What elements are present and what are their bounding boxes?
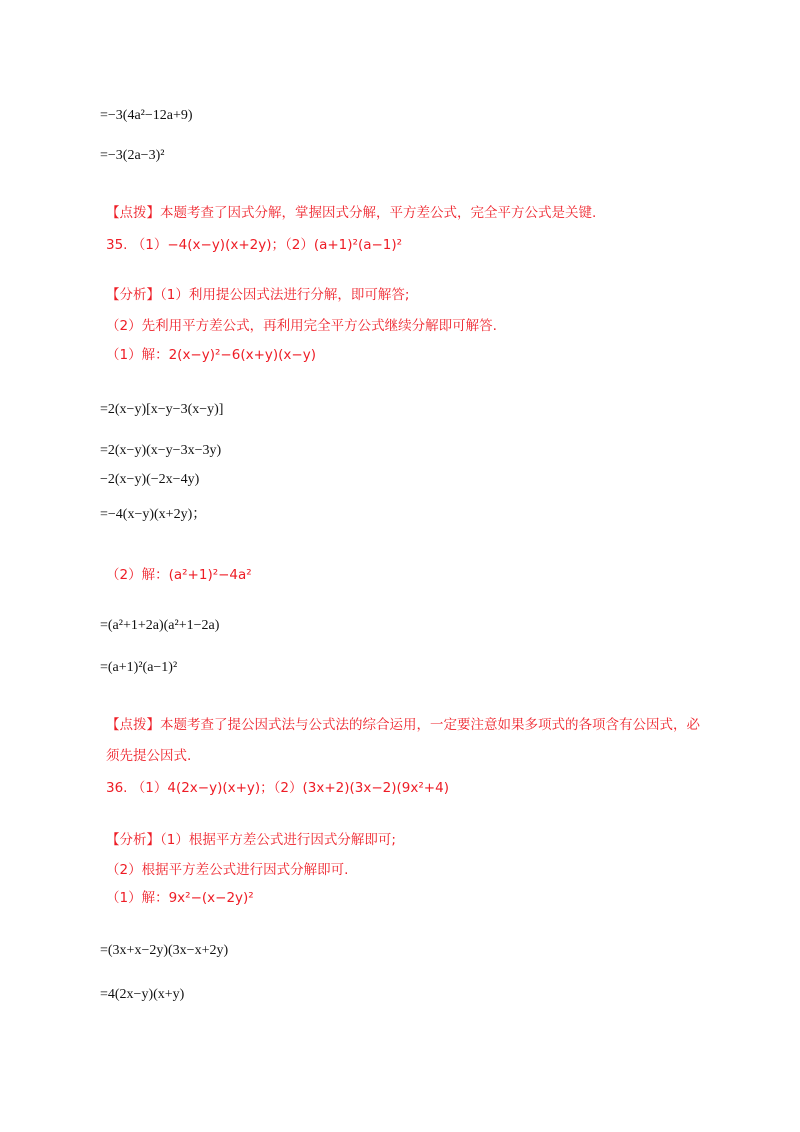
hint-line	[106, 201, 596, 221]
math-expression: =2(x−y)(x−y−3x−3y)	[100, 443, 222, 458]
analysis-text: 【分析】（1）利用提公因式法进行分解，即可解答;	[106, 287, 410, 303]
step-line	[100, 472, 199, 488]
step-line	[100, 987, 184, 1003]
step-line	[100, 402, 223, 418]
step-line	[100, 660, 177, 676]
math-expression: =4(2x−y)(x+y)	[100, 987, 185, 1002]
step-line	[100, 503, 206, 523]
step-line	[100, 618, 219, 634]
solution-text: （1）解：2(x−y)²−6(x+y)(x−y)	[106, 347, 316, 363]
answer-text: 35. （1）−4(x−y)(x+2y)；（2）(a+1)²(a−1)²	[106, 237, 403, 253]
hint-text: 【点拨】本题考查了提公因式法与公式法的综合运用，一定要注意如果多项式的各项含有公因式，必	[106, 717, 700, 733]
math-expression: =(3x+x−2y)(3x−x+2y)	[100, 943, 229, 958]
analysis-text: 【分析】（1）根据平方差公式进行因式分解即可;	[106, 832, 396, 848]
hint-text: 【点拨】本题考查了因式分解，掌握因式分解，平方差公式，完全平方公式是关键.	[106, 205, 597, 221]
math-expression: =−3(4a²−12a+9)	[100, 108, 193, 123]
analysis-line	[106, 283, 409, 303]
analysis-line	[106, 858, 348, 878]
analysis-line	[106, 828, 396, 848]
hint-line-cont	[106, 744, 191, 764]
hint-text: 须先提公因式.	[106, 748, 192, 764]
step-line	[100, 443, 221, 459]
math-expression: =−4(x−y)(x+2y)；	[100, 507, 207, 522]
math-expression: =−3(2a−3)²	[100, 148, 165, 163]
step-line	[100, 943, 228, 959]
step-line	[100, 108, 193, 124]
answer-text: 36. （1）4(2x−y)(x+y)；（2）(3x+2)(3x−2)(9x²+4)	[106, 780, 449, 796]
math-expression: −2(x−y)(−2x−4y)	[100, 472, 200, 487]
solution-line	[106, 886, 254, 906]
solution-text: （1）解：9x²−(x−2y)²	[106, 890, 254, 906]
analysis-line	[106, 314, 497, 334]
solution-text: （2）解：(a²+1)²−4a²	[106, 567, 252, 583]
solution-line	[106, 563, 252, 583]
analysis-text: （2）先利用平方差公式，再利用完全平方公式继续分解即可解答.	[106, 318, 497, 334]
step-line	[100, 148, 164, 164]
answer-35	[106, 233, 402, 253]
solution-line	[106, 343, 316, 363]
math-expression: =(a+1)²(a−1)²	[100, 660, 178, 675]
math-expression: =2(x−y)[x−y−3(x−y)]	[100, 402, 224, 417]
hint-line	[106, 713, 700, 733]
answer-36	[106, 776, 449, 796]
analysis-text: （2）根据平方差公式进行因式分解即可.	[106, 862, 349, 878]
math-expression: =(a²+1+2a)(a²+1−2a)	[100, 618, 220, 633]
